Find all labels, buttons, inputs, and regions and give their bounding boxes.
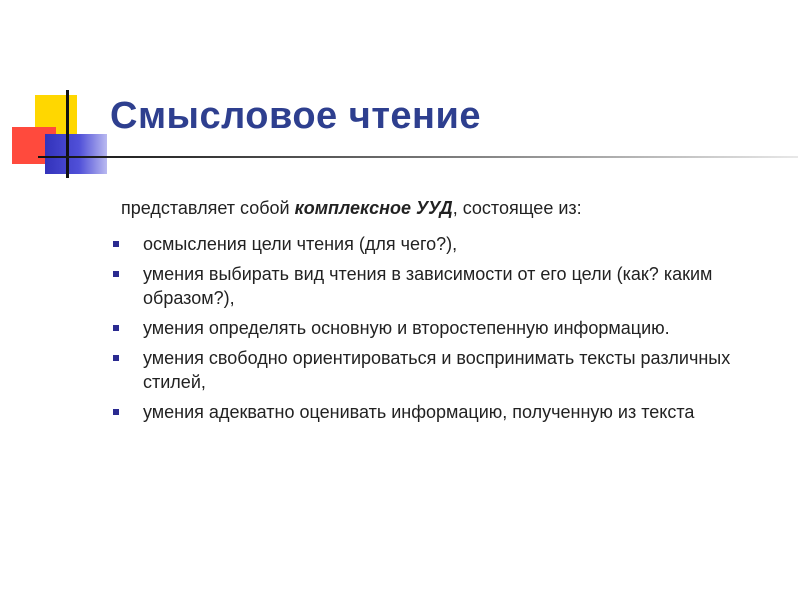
list-item xyxy=(113,316,763,340)
list-item-text: умения выбирать вид чтения в зависимости от его цели (как? каким образом?), xyxy=(143,264,713,308)
list-item xyxy=(113,400,763,424)
intro-after: , состоящее из: xyxy=(452,198,582,218)
intro-before: представляет собой xyxy=(121,198,295,218)
vertical-line xyxy=(66,90,69,178)
square-bullet-icon xyxy=(113,409,119,415)
bullet-list xyxy=(113,232,763,430)
square-bullet-icon xyxy=(113,325,119,331)
square-bullet-icon xyxy=(113,271,119,277)
square-bullet-icon xyxy=(113,355,119,361)
slide-title: Смысловое чтение xyxy=(110,95,482,137)
list-item xyxy=(113,262,763,310)
intro-emphasis: комплексное УУД xyxy=(294,198,453,218)
square-bullet-icon xyxy=(113,241,119,247)
title-underline xyxy=(38,156,798,158)
list-item xyxy=(113,346,763,394)
list-item xyxy=(113,232,763,256)
list-item-text: осмысления цели чтения (для чего?), xyxy=(143,234,458,254)
list-item-text: умения определять основную и второстепенную информацию. xyxy=(143,318,670,338)
corner-decoration xyxy=(0,0,120,190)
intro-text xyxy=(121,198,582,219)
list-item-text: умения свободно ориентироваться и воспринимать тексты различных стилей, xyxy=(143,348,731,392)
list-item-text: умения адекватно оценивать информацию, полученную из текста xyxy=(143,402,695,422)
blue-square-shape xyxy=(45,134,107,174)
